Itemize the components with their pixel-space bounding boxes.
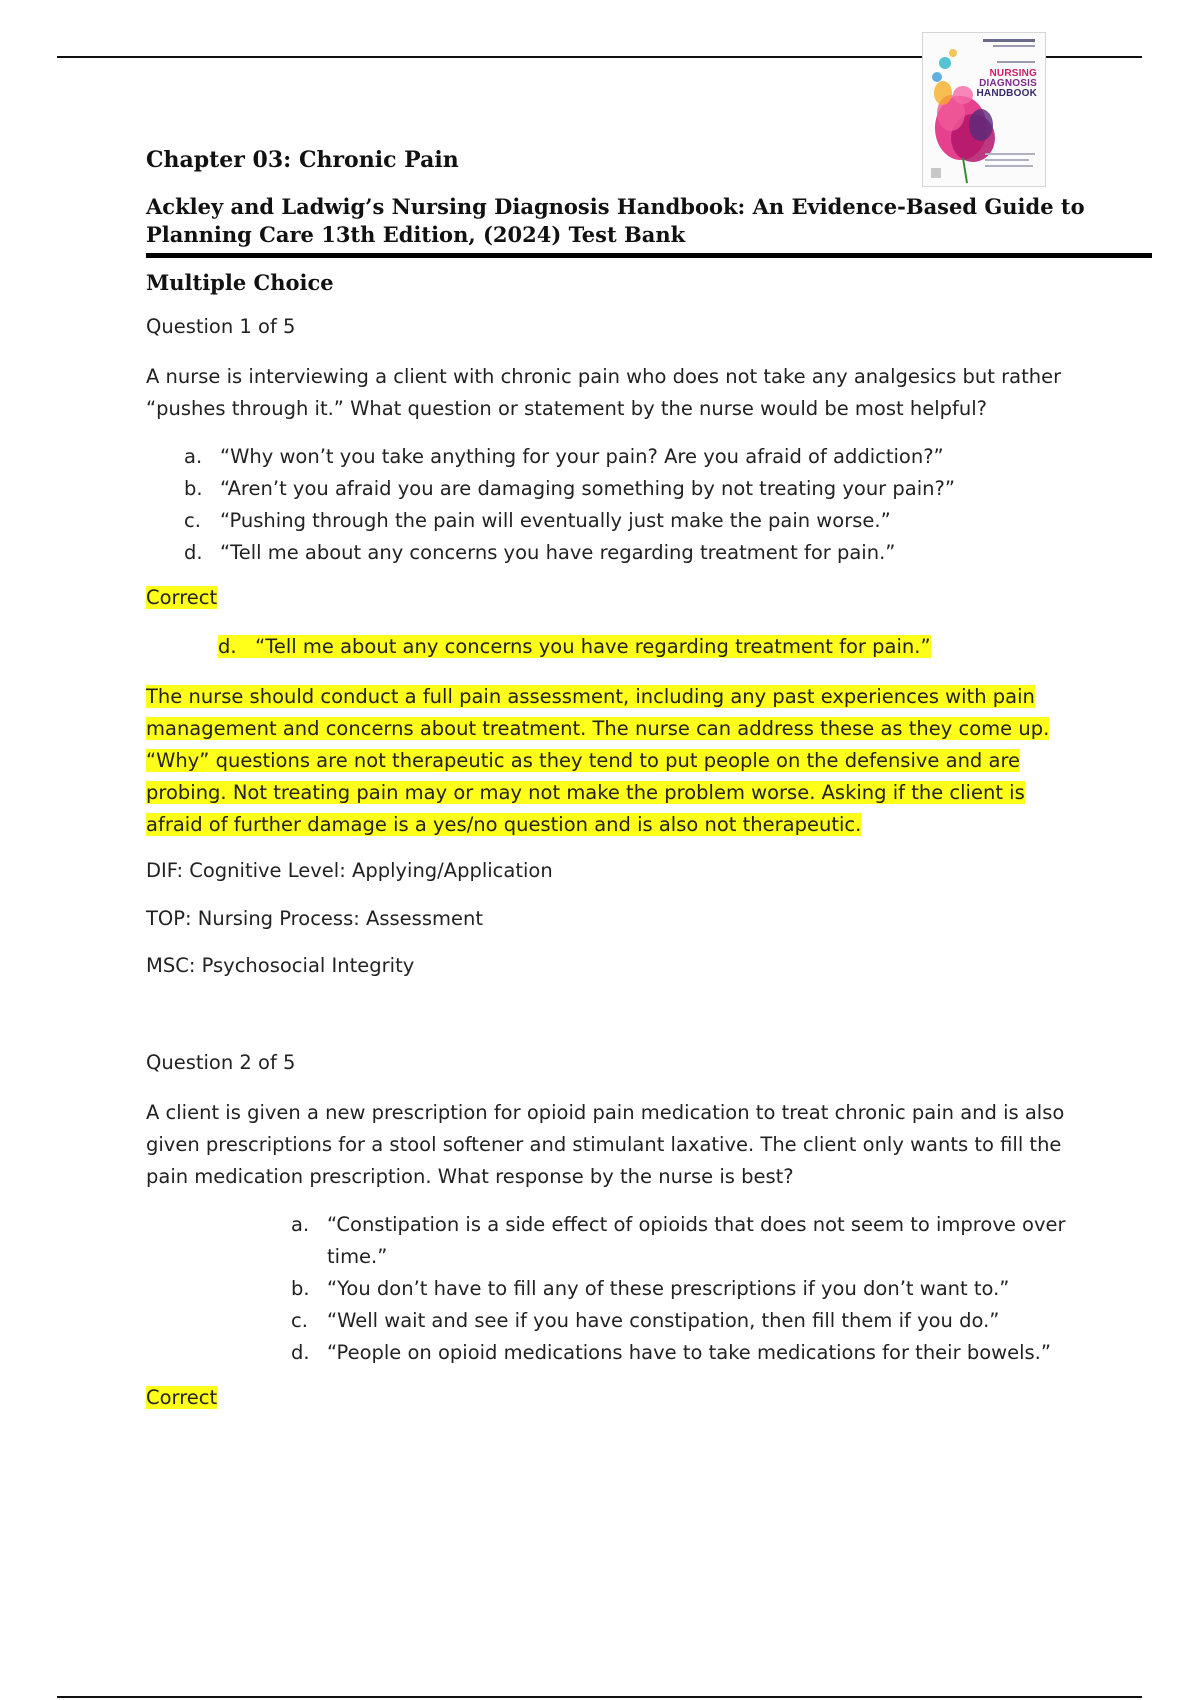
topic-meta: TOP: Nursing Process: Assessment — [146, 907, 483, 930]
bottom-rule — [57, 1696, 1142, 1698]
option-letter: a. — [184, 445, 203, 468]
option-text: “Tell me about any concerns you have regarding treatment for pain.” — [220, 541, 896, 564]
option-letter: c. — [184, 509, 201, 532]
correct-answer-text: d. “Tell me about any concerns you have regarding treatment for pain.” — [218, 635, 931, 658]
rationale — [146, 681, 1086, 841]
option-text: “Aren’t you afraid you are damaging something by not treating your pain?” — [220, 477, 955, 500]
answer-option — [291, 1305, 1091, 1337]
option-text: “People on opioid medications have to take medications for their bowels.” — [327, 1341, 1051, 1364]
answer-options — [184, 441, 1084, 569]
question-stem: A client is given a new prescription for opioid pain medication to treat chronic pain and is also given prescriptions for a stool softener and stimulant laxative. The client only wants to fill the pain medication prescription. What response by the nurse is best? — [146, 1101, 1065, 1188]
answer-option — [291, 1337, 1091, 1369]
correct-label — [146, 1386, 217, 1409]
cover-title-line-3: HANDBOOK — [976, 88, 1037, 99]
category-meta: MSC: Psychosocial Integrity — [146, 954, 415, 977]
rationale-text: The nurse should conduct a full pain assessment, including any past experiences with pain management and concerns about treatment. The nurse can address these as they come up. “Why” questions are not therapeutic as they tend to put people on the defensive and are probing. Not treating pain may or may not make the problem worse. Asking if the client is afraid of further damage is a yes/no question and is also not therapeutic. — [146, 685, 1050, 836]
answer-option — [184, 505, 1084, 537]
option-text: “Constipation is a side effect of opioids that does not seem to improve over time.” — [327, 1213, 1066, 1268]
option-letter: b. — [184, 477, 203, 500]
answer-option — [291, 1209, 1091, 1273]
book-cover-title — [977, 69, 1038, 99]
book-cover-art — [923, 33, 1045, 186]
option-text: “Well wait and see if you have constipation, then fill them if you do.” — [327, 1309, 1000, 1332]
answer-option — [184, 473, 1084, 505]
cover-title-line-1: NURSING — [989, 68, 1037, 79]
section-heading: Multiple Choice — [146, 270, 334, 295]
book-title: Ackley and Ladwig’s Nursing Diagnosis Handbook: An Evidence-Based Guide to Planning Care 13th Edition, (2024) Test Bank — [146, 194, 1085, 247]
option-text: “Why won’t you take anything for your pain? Are you afraid of addiction?” — [220, 445, 944, 468]
answer-option — [184, 441, 1084, 473]
option-text: “You don’t have to fill any of these prescriptions if you don’t want to.” — [327, 1277, 1010, 1300]
correct-answer — [218, 635, 931, 658]
option-letter: a. — [291, 1213, 310, 1236]
option-text: “Pushing through the pain will eventually just make the pain worse.” — [220, 509, 891, 532]
answer-options — [291, 1209, 1091, 1369]
question-number: Question 1 of 5 — [146, 315, 296, 338]
book-cover-image — [922, 32, 1046, 187]
answer-option — [291, 1273, 1091, 1305]
difficulty-meta: DIF: Cognitive Level: Applying/Application — [146, 859, 553, 882]
question-stem: A nurse is interviewing a client with chronic pain who does not take any analgesics but rather “pushes through it.” What question or statement by the nurse would be most helpful? — [146, 365, 1062, 420]
title-underline-rule — [146, 253, 1152, 258]
option-letter: d. — [184, 541, 203, 564]
cover-title-line-2: DIAGNOSIS — [979, 78, 1037, 89]
correct-label — [146, 586, 217, 609]
correct-label-text: Correct — [146, 1386, 218, 1409]
answer-option — [184, 537, 1084, 569]
option-letter: b. — [291, 1277, 310, 1300]
chapter-title: Chapter 03: Chronic Pain — [146, 147, 459, 173]
correct-label-text: Correct — [146, 586, 218, 609]
question-number: Question 2 of 5 — [146, 1051, 296, 1074]
option-letter: c. — [291, 1309, 308, 1332]
option-letter: d. — [291, 1341, 310, 1364]
